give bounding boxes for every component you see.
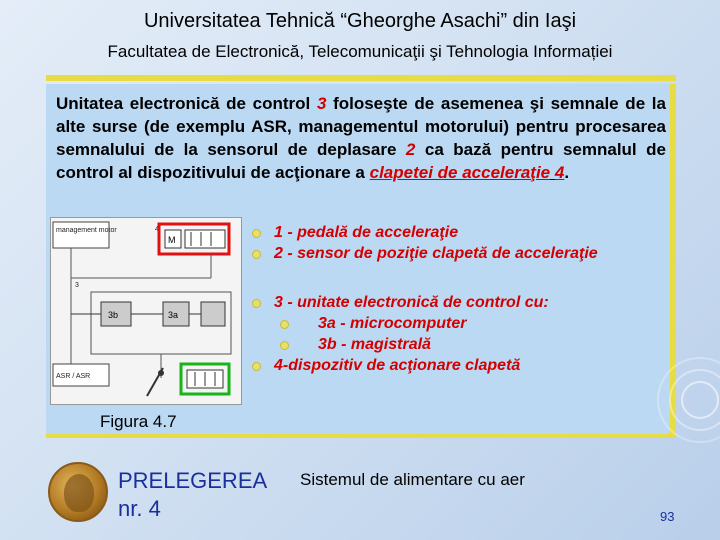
body-paragraph xyxy=(56,92,666,184)
lecture-number: nr. 4 xyxy=(118,496,161,521)
figure-caption: Figura 4.7 xyxy=(100,412,177,431)
paragraph-text-4: . xyxy=(564,163,570,182)
lecture-topic: Sistemul de alimentare cu aer xyxy=(300,470,525,489)
throttle-link[interactable]: clapetei de acceleraţie xyxy=(369,163,551,182)
bullet-dot-icon xyxy=(280,320,289,329)
label-3a: 3a xyxy=(168,310,179,320)
bullet-dot-icon xyxy=(252,250,261,259)
bullet-dot-icon xyxy=(280,341,289,350)
fig-num-3: 3 xyxy=(75,282,79,289)
title-rule xyxy=(46,75,676,81)
asr-label: ASR / ASR xyxy=(56,373,91,380)
management-box xyxy=(53,222,109,248)
legend-subitem-3a: 3a - microcomputer xyxy=(252,315,692,336)
lecture-title: PRELEGEREA xyxy=(118,468,268,493)
fig-num-4: 4 xyxy=(155,226,159,233)
figure-diagram xyxy=(50,217,242,405)
paragraph-text-1: Unitatea electronică de control xyxy=(56,94,317,113)
paragraph-text-3: ca bază pentru semnalul de control al dispozitivului de acţionare a xyxy=(56,140,666,182)
ref-4[interactable]: 4 xyxy=(554,163,565,182)
university-seal-icon xyxy=(48,462,108,522)
throttle-diagram xyxy=(51,218,243,406)
management-label: management motor xyxy=(56,227,117,234)
legend-item-4: 4-dispozitiv de acţionare clapetă xyxy=(252,357,692,378)
legend-item-3: 3 - unitate electronică de control cu: xyxy=(252,294,692,315)
university-title: Universitatea Tehnică “Gheorghe Asachi” din Iaşi xyxy=(143,10,577,32)
legend-item-1: 1 - pedală de acceleraţie xyxy=(252,224,692,245)
bullet-dot-icon xyxy=(252,299,261,308)
faculty-subtitle: Facultatea de Electronică, Telecomunicaţii şi Tehnologia Informației xyxy=(107,42,613,61)
legend-item-2: 2 - sensor de poziţie clapetă de acceleraţie xyxy=(252,245,692,266)
ref-3: 3 xyxy=(316,94,327,113)
ref-2: 2 xyxy=(405,140,416,159)
bullet-dot-icon xyxy=(252,362,261,371)
paragraph-text-2: foloseşte de asemenea şi semnale de la alte surse (de exemplu ASR, managementul motorului) pentru procesarea semnalului de la sensorul de deplasare xyxy=(56,94,666,159)
motor-m: M xyxy=(168,235,176,245)
label-3b: 3b xyxy=(108,310,119,320)
bullet-dot-icon xyxy=(252,229,261,238)
decorative-swirl-icon xyxy=(620,340,720,460)
legend-subitem-3b: 3b - magistrală xyxy=(252,336,692,357)
page-number: 93 xyxy=(660,509,675,524)
box-io xyxy=(201,302,225,326)
